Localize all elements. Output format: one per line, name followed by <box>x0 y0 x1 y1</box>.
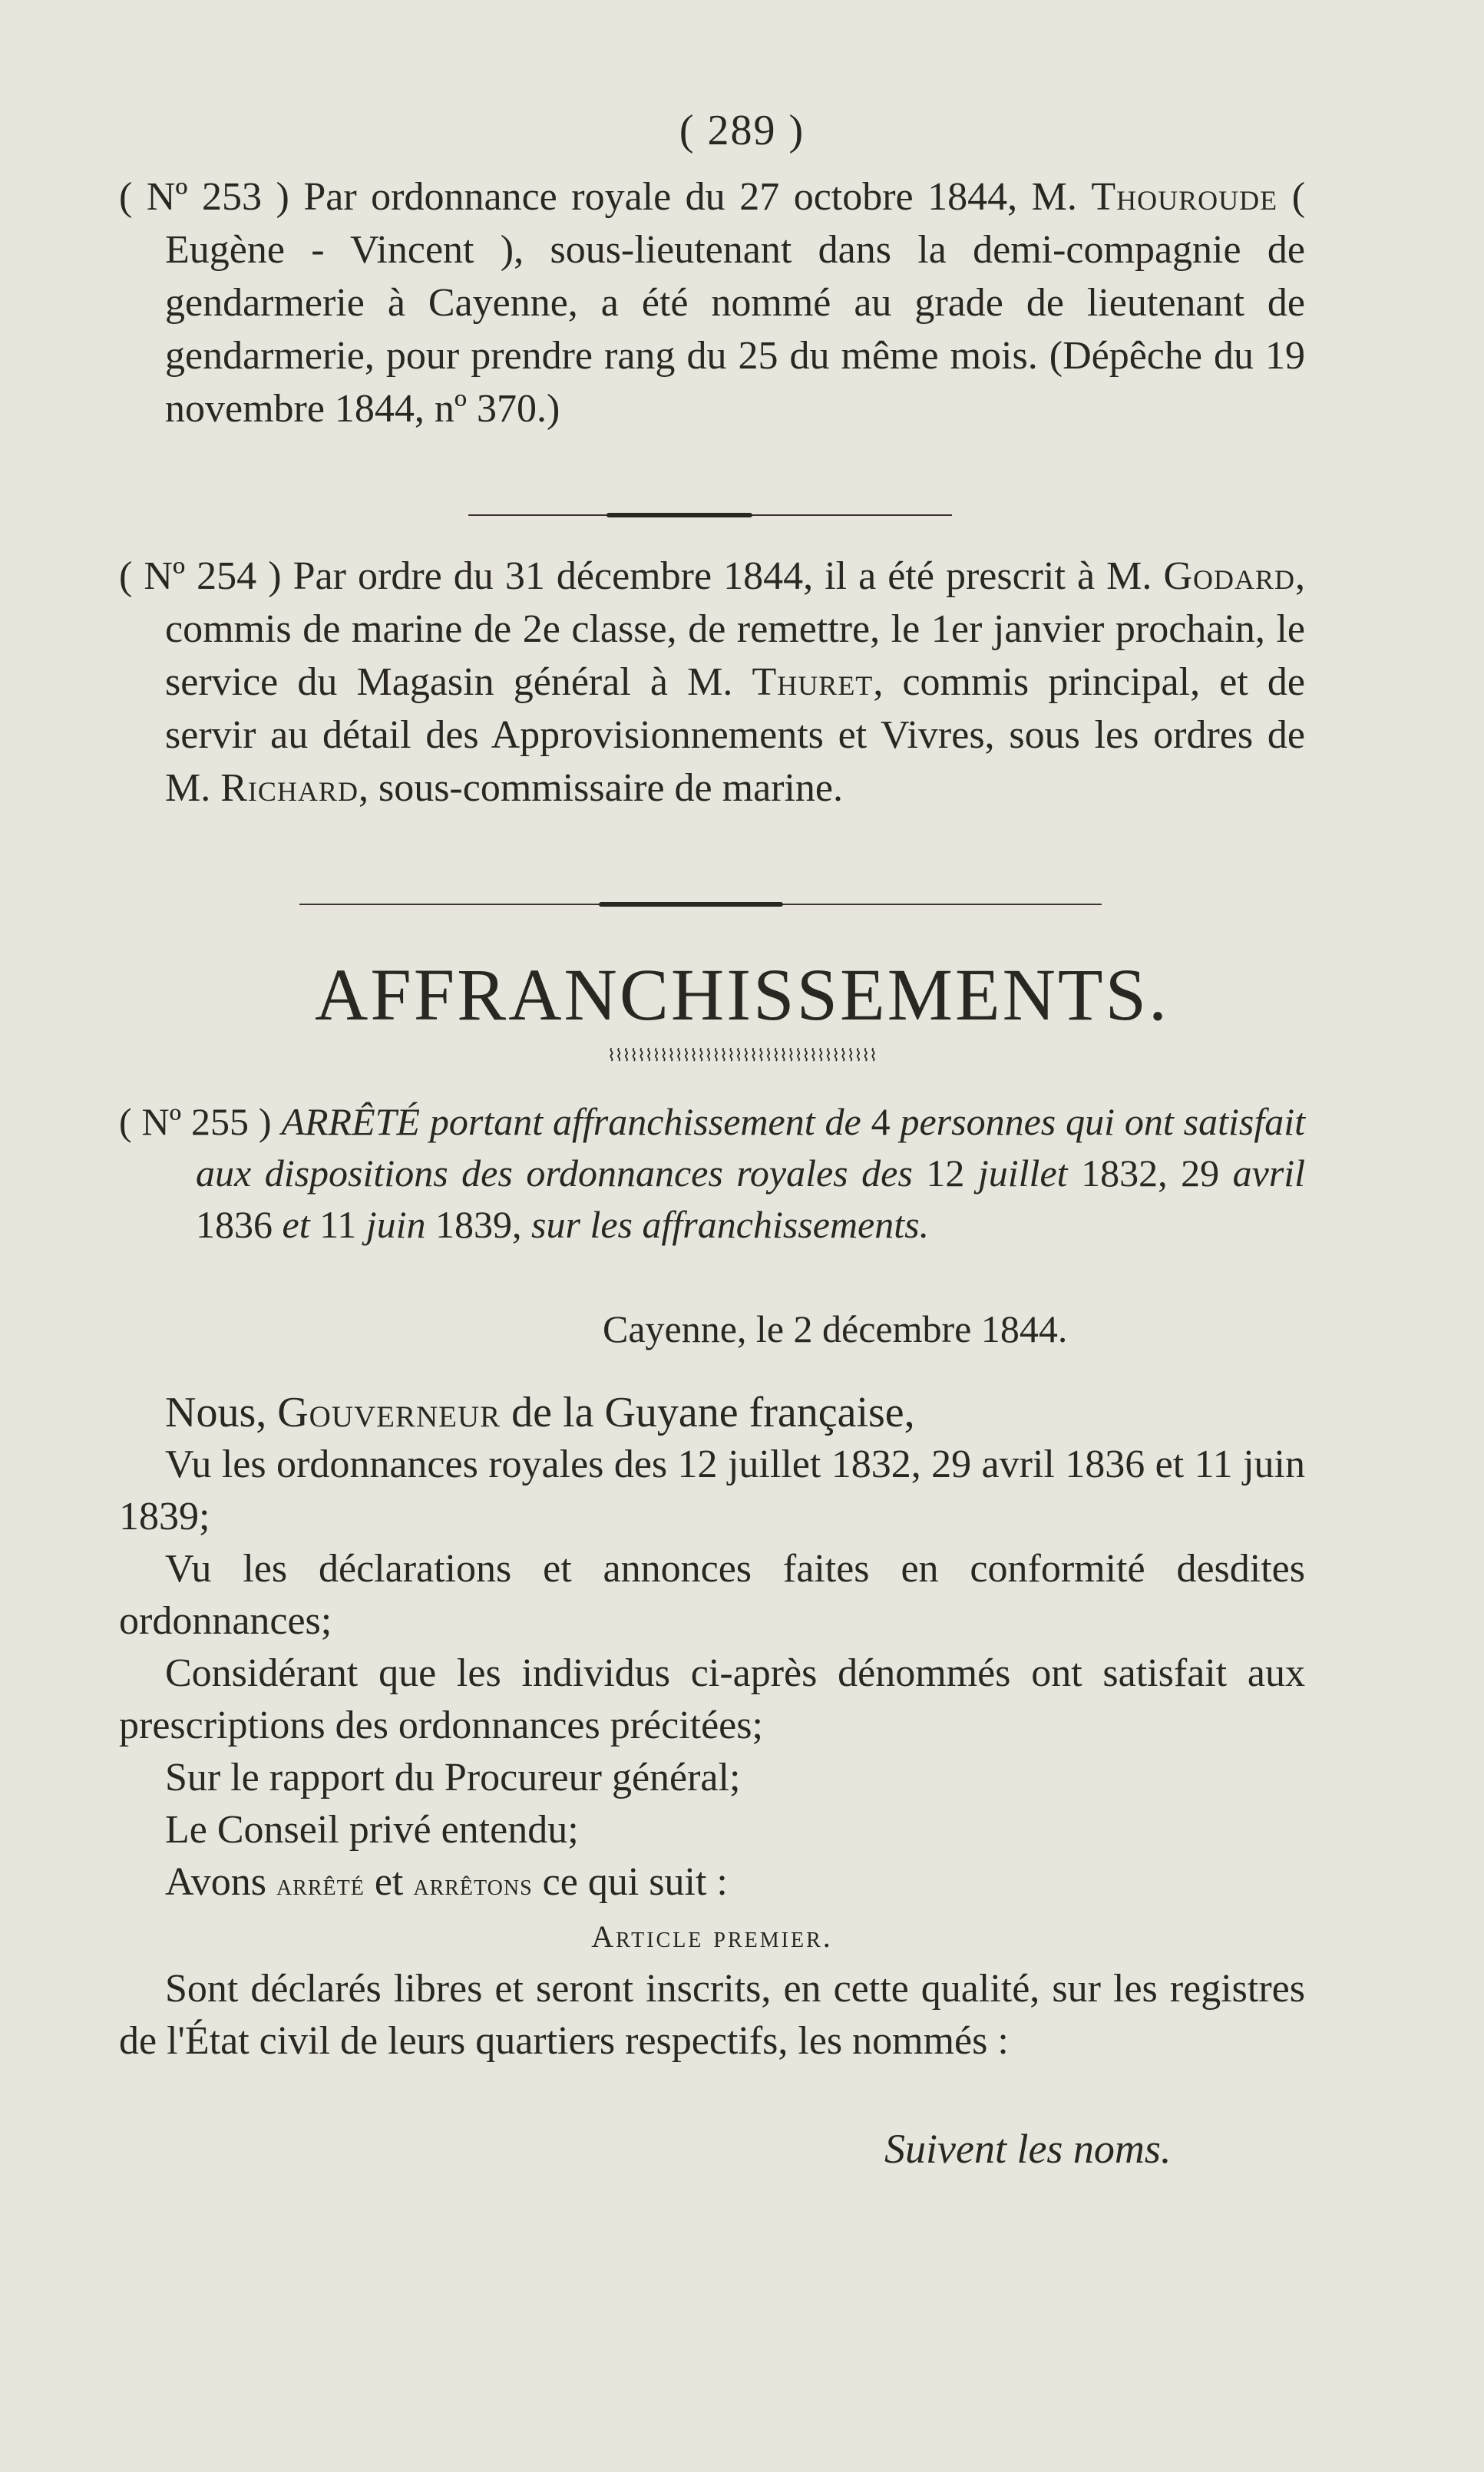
decree-para-avons <box>119 1856 1305 1911</box>
entry-253-name: Thouroude <box>1091 175 1278 219</box>
entry-255-count: 4 <box>871 1100 891 1143</box>
date-year-3: 1839, <box>435 1203 522 1246</box>
date-conj: et <box>282 1203 310 1246</box>
entry-255-number: ( Nº 255 ) <box>119 1100 272 1143</box>
entry-254-name-thuret: Thuret <box>752 660 874 704</box>
date-day-3: 11 <box>319 1203 357 1246</box>
avons-text: Avons <box>165 1860 266 1904</box>
separator-rule-1 <box>468 514 952 516</box>
decree-para-1: Vu les ordonnances royales des 12 juillet 1832, 29 avril 1836 et 11 juin 1839; <box>119 1443 1305 1538</box>
entry-253 <box>119 170 1305 435</box>
entry-255-title-2: personnes qui ont satisfait aux dispositions des ordonnances royales des <box>196 1100 1306 1195</box>
date-year-2: 1836 <box>196 1203 273 1246</box>
page-number: ( 289 ) <box>679 107 805 154</box>
gouverneur-text: Gouverneur <box>277 1389 501 1436</box>
decree-para-4: Sur le rapport du Procureur général; <box>165 1756 741 1799</box>
decree-para-2: Vu les déclarations et annonces faites en conformité desdites ordonnances; <box>119 1547 1305 1643</box>
suivent-les-noms: Suivent les noms. <box>884 2126 1172 2172</box>
decree-opening <box>119 1386 1305 1439</box>
entry-254-text-c: , commis principal, et de servir au détail des Approvisionnements et Vivres, sous les ordres de M. <box>165 660 1305 810</box>
et-text: et <box>374 1860 404 1904</box>
entry-253-number: ( Nº 253 ) <box>119 175 289 219</box>
suit-text: ce qui suit : <box>542 1860 728 1904</box>
decree-para-5: Le Conseil privé entendu; <box>165 1808 579 1852</box>
entry-253-text-a: Par ordonnance royale du 27 octobre 1844, M. <box>303 175 1077 219</box>
section-heading: AFFRANCHISSEMENTS. <box>315 953 1169 1036</box>
date-year-1: 1832, 29 <box>1081 1152 1220 1195</box>
date-month-2: avril <box>1232 1152 1306 1195</box>
entry-253-text-b: ( Eugène - Vincent ), sous-lieutenant dans la demi-compagnie de gendarmerie à Cayenne, a été nommé au grade de lieutenant de gendarmerie, pour prendre rang du 25 du même mois. (Dépêche du 19 novembre 1844, nº 370.) <box>165 175 1306 431</box>
entry-254-text-a: Par ordre du 31 décembre 1844, il a été prescrit à M. <box>293 554 1152 598</box>
decree-para-3: Considérant que les individus ci-après dénommés ont satisfait aux prescriptions des ordonnances précitées; <box>119 1651 1305 1747</box>
article-heading: Article premier. <box>591 1919 833 1954</box>
date-month-1: juillet <box>977 1152 1068 1195</box>
entry-255-title-3: sur les affranchissements. <box>531 1203 930 1246</box>
separator-rule-2 <box>299 904 1102 905</box>
entry-254-number: ( Nº 254 ) <box>119 554 282 598</box>
arrete-text: arrêté <box>276 1867 365 1902</box>
nous-text: Nous, <box>165 1389 267 1436</box>
ornament-divider: ⌇⌇⌇⌇⌇⌇⌇⌇⌇⌇⌇⌇⌇⌇⌇⌇⌇⌇⌇⌇⌇⌇⌇⌇⌇⌇⌇⌇⌇⌇⌇⌇⌇⌇⌇⌇ <box>607 1046 877 1065</box>
entry-254-text-d: , sous-commissaire de marine. <box>358 766 844 810</box>
date-day-1: 12 <box>926 1152 965 1195</box>
dateline: Cayenne, le 2 décembre 1844. <box>603 1307 1068 1350</box>
entry-255-title-1: ARRÊTÉ portant affranchissement de <box>281 1100 861 1143</box>
entry-254 <box>119 550 1305 815</box>
entry-255-title <box>119 1096 1306 1251</box>
entry-254-name-richard: Richard <box>220 766 359 810</box>
entry-254-text-b: , commis de marine de 2e classe, de remettre, le 1er janvier prochain, le service du Magasin général à M. <box>165 554 1306 704</box>
gouv-rest-text: de la Guyane française, <box>511 1389 915 1436</box>
arretons-text: arrêtons <box>413 1867 533 1902</box>
decree-body <box>119 1386 1305 2067</box>
entry-254-name-godard: Godard <box>1163 554 1296 598</box>
decree-para-6: Sont déclarés libres et seront inscrits, en cette qualité, sur les registres de l'État civil de leurs quartiers respectifs, les nommés : <box>119 1967 1305 2063</box>
date-month-3: juin <box>365 1203 426 1246</box>
